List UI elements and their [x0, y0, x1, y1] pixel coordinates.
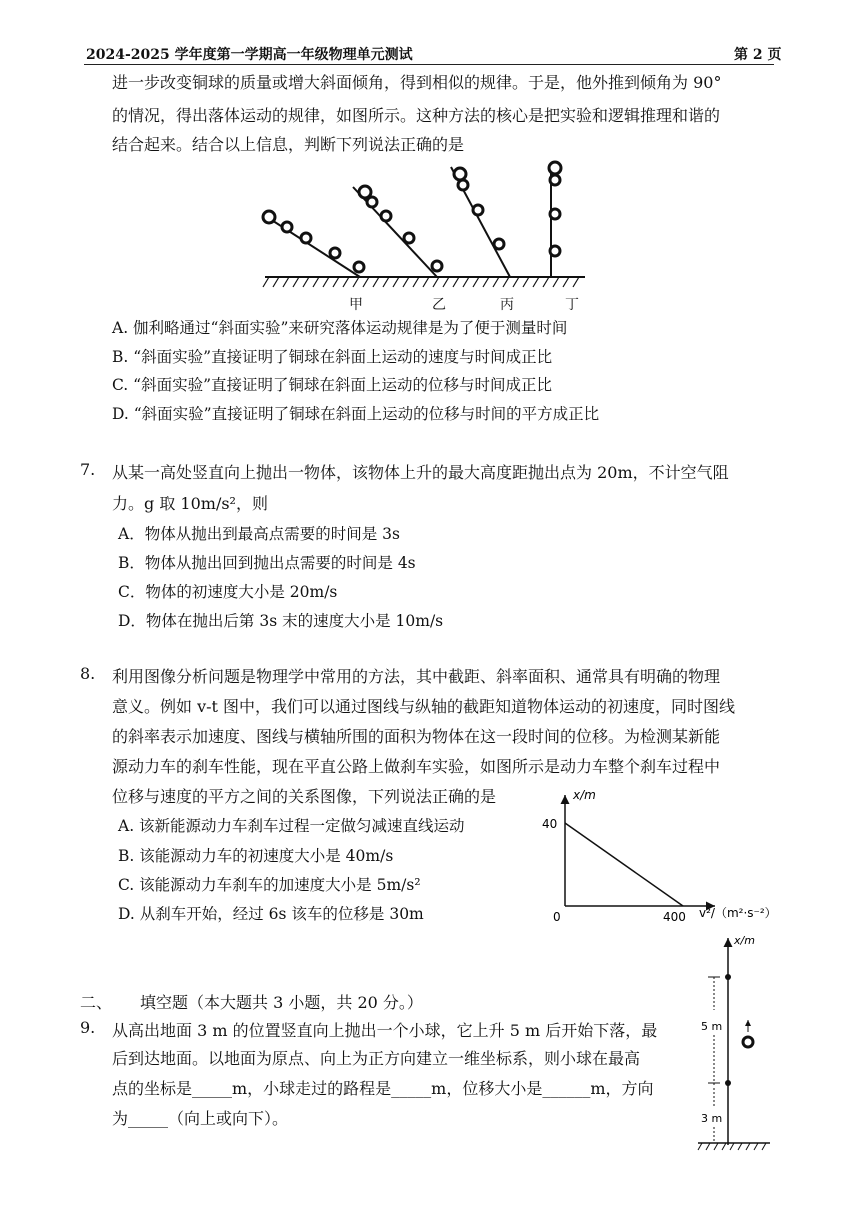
q9-line-2: 后到达地面。以地面为原点、向上为正方向建立一维坐标系，则小球在最高: [112, 1049, 641, 1068]
q8-option-c: C. 该能源动力车刹车的加速度大小是 5m/s²: [118, 876, 421, 894]
q7-option-d: D．物体在抛出后第 3s 末的速度大小是 10m/s: [118, 612, 444, 630]
q6-option-b: B. “斜面实验”直接证明了铜球在斜面上运动的速度与时间成正比: [112, 348, 553, 366]
q7-option-b: B．物体从抛出回到抛出点需要的时间是 4s: [118, 554, 416, 572]
section-number: 二、: [80, 993, 113, 1012]
q9-label-5m: 5 m: [701, 1020, 723, 1033]
q9-axis-figure: [690, 930, 780, 1155]
section-title: 填空题（本大题共 3 小题，共 20 分。）: [140, 993, 423, 1012]
x-tick-label-400: 400: [663, 910, 686, 924]
figure-label-ding: 丁: [565, 297, 579, 313]
q7-number: 7.: [80, 460, 96, 479]
q6-option-d: D. “斜面实验”直接证明了铜球在斜面上运动的位移与时间的平方成正比: [112, 405, 600, 423]
header-divider: [84, 64, 774, 65]
y-axis-label: x/m: [573, 788, 596, 802]
q9-label-3m: 3 m: [701, 1112, 723, 1125]
figure-label-yi: 乙: [432, 297, 446, 313]
figure-label-jia: 甲: [349, 297, 363, 313]
q8-number: 8.: [80, 664, 96, 683]
x-v2-series-line: [565, 823, 683, 906]
q9-line-4: 为_____（向上或向下）。: [112, 1109, 289, 1128]
x-v2-chart: [535, 785, 785, 930]
q7-option-c: C．物体的初速度大小是 20m/s: [118, 583, 338, 601]
q9-number: 9.: [80, 1018, 96, 1037]
q9-line-3: 点的坐标是_____m，小球走过的路程是_____m，位移大小是______m，方向: [112, 1079, 654, 1098]
page-number: 第 2 页: [734, 47, 782, 63]
origin-tick-label: 0: [553, 910, 561, 924]
figure-label-bing: 丙: [500, 297, 514, 313]
q7-option-a: A．物体从抛出到最高点需要的时间是 3s: [118, 525, 400, 543]
q6-line-2: 的情况，得出落体运动的规律，如图所示。这种方法的核心是把实验和逻辑推理和谐的: [112, 106, 721, 125]
q7-line-1: 从某一高处竖直向上抛出一物体，该物体上升的最大高度距抛出点为 20m，不计空气阻: [112, 463, 729, 482]
q6-line-3: 结合起来。结合以上信息，判断下列说法正确的是: [112, 135, 465, 154]
q8-line-2: 意义。例如 v-t 图中，我们可以通过图线与纵轴的截距知道物体运动的初速度，同时图线: [112, 697, 736, 716]
q8-option-d: D. 从刹车开始，经过 6s 该车的位移是 30m: [118, 905, 424, 923]
q8-option-b: B. 该能源动力车的初速度大小是 40m/s: [118, 847, 394, 865]
q6-option-c: C. “斜面实验”直接证明了铜球在斜面上运动的位移与时间成正比: [112, 376, 553, 394]
q6-line-1: 进一步改变铜球的质量或增大斜面倾角，得到相似的规律。于是，他外推到倾角为 90°: [112, 73, 722, 92]
q7-line-2: 力。g 取 10m/s²，则: [112, 494, 268, 513]
x-axis-label: v²/（m²·s⁻²）: [699, 906, 777, 920]
y-tick-label-40: 40: [542, 817, 558, 831]
q8-line-4: 源动力车的刹车性能，现在平直公路上做刹车实验，如图所示是动力车整个刹车过程中: [112, 757, 721, 776]
q8-line-3: 的斜率表示加速度、图线与横轴所围的面积为物体在这一段时间的位移。为检测某新能: [112, 727, 721, 746]
q9-axis-label: x/m: [734, 934, 755, 947]
q8-line-5: 位移与速度的平方之间的关系图像，下列说法正确的是: [112, 787, 497, 806]
q8-line-1: 利用图像分析问题是物理学中常用的方法，其中截距、斜率面积、通常具有明确的物理: [112, 667, 721, 686]
q9-line-1: 从高出地面 3 m 的位置竖直向上抛出一个小球，它上升 5 m 后开始下落，最: [112, 1021, 658, 1040]
inclined-plane-figure: [255, 155, 595, 315]
q6-option-a: A. 伽利略通过“斜面实验”来研究落体运动规律是为了便于测量时间: [112, 319, 568, 337]
q8-option-a: A. 该新能源动力车刹车过程一定做匀减速直线运动: [118, 817, 465, 835]
exam-title: 2024-2025 学年度第一学期高一年级物理单元测试: [86, 47, 413, 63]
